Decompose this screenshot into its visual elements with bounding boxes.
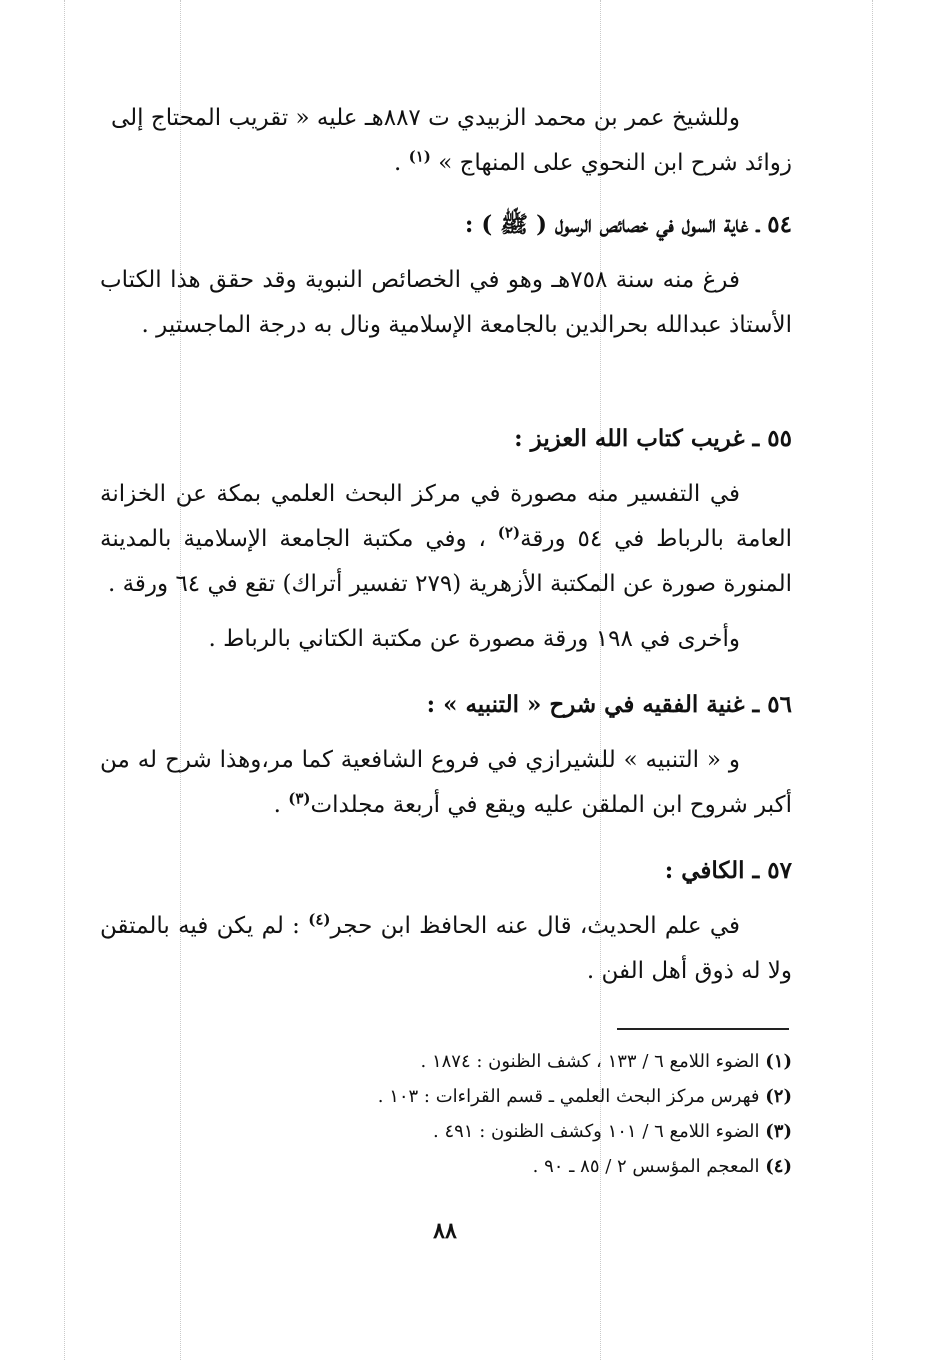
paragraph-57-part-2: : لم يكن فيه بالمتقن ولا له ذوق أهل الفن .	[100, 913, 792, 984]
page-number: ٨٨	[433, 1218, 457, 1244]
footnote-ref-2[interactable]: (٢)	[497, 523, 521, 542]
footnote-text: الضوء اللامع ٦ / ١٠١ وكشف الظنون : ٤٩١ .	[433, 1121, 760, 1142]
paragraph-55-part-1: في التفسير منه مصورة في مركز البحث العلمي بمكة عن الخزانة العامة بالرباط في ٥٤ ورقة	[100, 481, 792, 552]
intro-line-2: زوائد شرح ابن النحوي على المنهاج »	[438, 150, 792, 176]
footnote-number: (٤)	[765, 1156, 792, 1177]
paragraph-57-part-1: في علم الحديث، قال عنه الحافظ ابن حجر	[330, 913, 741, 939]
intro-line-1: وللشيخ عمر بن محمد الزبيدي ت ٨٨٧هـ عليه « تقريب المحتاج إلى	[110, 105, 740, 131]
paragraph-57	[100, 904, 792, 994]
footnote-text: الضوء اللامع ٦ / ١٣٣ ، كشف الظنون : ١٨٧٤ .	[420, 1051, 760, 1072]
scan-line	[872, 0, 873, 1360]
footnote-separator	[617, 1028, 789, 1030]
section-heading-56: ٥٦ ـ غنية الفقيه في شرح « التنبيه » :	[426, 691, 792, 718]
intro-tail: .	[393, 150, 409, 176]
paragraph-56	[100, 738, 792, 828]
footnote-item	[100, 1044, 792, 1079]
footnotes	[100, 1044, 792, 1184]
footnote-item	[100, 1079, 792, 1114]
footnote-text: فهرس مركز البحث العلمي ـ قسم القراءات : ١٠٣ .	[377, 1086, 760, 1107]
footnote-text: المعجم المؤسس ٢ / ٨٥ ـ ٩٠ .	[532, 1156, 760, 1177]
section-heading-57: ٥٧ ـ الكافي :	[664, 857, 792, 884]
footnote-number: (١)	[765, 1051, 792, 1072]
section-heading-55: ٥٥ ـ غريب كتاب الله العزيز :	[514, 425, 792, 452]
footnote-number: (٢)	[765, 1086, 792, 1107]
footnote-number: (٣)	[765, 1121, 792, 1142]
footnote-ref-3[interactable]: (٣)	[288, 789, 311, 808]
paragraph-55b: وأخرى في ١٩٨ ورقة مصورة عن مكتبة الكتاني بالرباط .	[208, 626, 740, 652]
paragraph-56-part-1: و « التنبيه » للشيرازي في فروع الشافعية كما مر،وهذا شرح له من أكبر شروح ابن الملقن عليه ويقع في أربعة مجلدات	[100, 747, 792, 818]
footnote-item	[100, 1149, 792, 1184]
paragraph-intro	[100, 96, 792, 186]
paragraph-55	[100, 472, 792, 607]
paragraph-56-part-2: .	[273, 792, 289, 818]
footnote-ref-4[interactable]: (٤)	[308, 910, 331, 929]
footnote-item	[100, 1114, 792, 1149]
paragraph-55-part-2: ، وفي مكتبة الجامعة الإسلامية بالمدينة المنورة صورة عن المكتبة الأزهرية (٢٧٩ تفسير أتراك) تقع في ٦٤ ورقة .	[100, 526, 792, 597]
footnote-ref-1[interactable]: (١)	[408, 147, 431, 166]
scan-line	[64, 0, 65, 1360]
paragraph-54: فرغ منه سنة ٧٥٨هـ وهو في الخصائص النبوية وقد حقق هذا الكتاب الأستاذ عبدالله بحرالدين بالجامعة الإسلامية ونال به درجة الماجستير .	[100, 267, 792, 338]
section-heading-54: ٥٤ ـ غاية السول في خصائص الرسول ( ﷺ ) :	[464, 211, 792, 238]
